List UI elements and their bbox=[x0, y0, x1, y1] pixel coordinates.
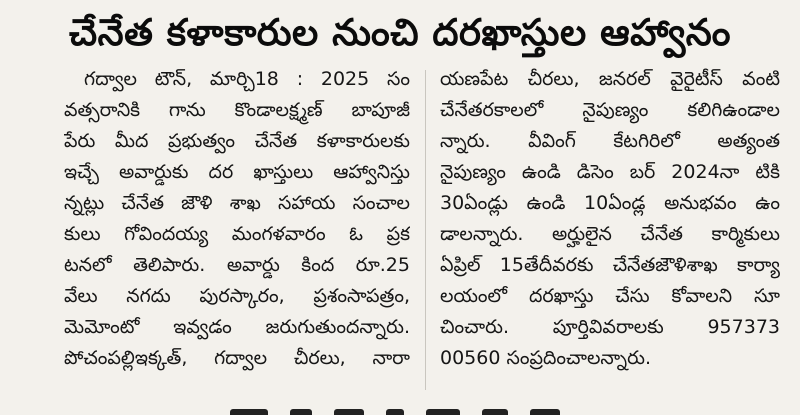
article-column-left bbox=[64, 64, 410, 374]
column-divider bbox=[425, 70, 426, 390]
text-line: కులు గోవిందయ్య మంగళవారం ఓ ప్రక bbox=[64, 223, 410, 245]
headline: చేనేత కళాకారుల నుంచి దరఖాస్తుల ఆహ్వానం bbox=[68, 11, 732, 54]
text-line: పోచంపల్లిఇక్కత్, గద్వాల చీరలు, నారా bbox=[64, 347, 410, 369]
text-line: లయంలో దరఖాస్తు చేసు కోవాలని సూ bbox=[440, 285, 780, 307]
text-line: యణపేట చీరలు, జనరల్ వైరైటీస్ వంటి bbox=[440, 68, 780, 90]
text-line: గద్వాల టౌన్, మార్చి18 : 2025 సం bbox=[84, 68, 410, 90]
text-line: టనలో తెలిపారు. అవార్డు కింద రూ.25 bbox=[64, 254, 410, 276]
text-line: పేరు మీద ప్రభుత్వం చేనేత కళాకారులకు bbox=[64, 130, 410, 152]
article-column-right bbox=[440, 64, 780, 374]
text-line: వేలు నగదు పురస్కారం, ప్రశంసాపత్రం, bbox=[64, 285, 410, 307]
text-line: నైపుణ్యం ఉండి డిసెం బర్ 2024నా టికి bbox=[440, 161, 780, 183]
cropped-next-headline bbox=[230, 398, 570, 415]
text-line: 00560 సంప్రదించాలన్నారు. bbox=[440, 347, 652, 369]
text-line: న్నారు. వీవింగ్ కేటగిరిలో అత్యంత bbox=[440, 130, 780, 152]
text-line: 30ఏండ్లు ఉండి 10ఏండ్ల అనుభవం ఉం bbox=[440, 192, 780, 214]
text-line: మెమోంటో ఇవ్వడం జరుగుతుందన్నారు. bbox=[64, 316, 410, 338]
text-line: ఏప్రిల్ 15తేదీవరకు చేనేతజౌళిశాఖ కార్యా bbox=[440, 254, 780, 276]
text-line: చించారు. పూర్తివివరాలకు 957373 bbox=[440, 316, 780, 338]
text-line: న్నట్లు చేనేత జౌళి శాఖ సహాయ సంచాల bbox=[64, 192, 410, 214]
text-line: డాలన్నారు. అర్హులైన చేనేత కార్మికులు bbox=[440, 223, 780, 245]
text-line: ఇచ్చే అవార్డుకు దర ఖాస్తులు ఆహ్వానిస్తు bbox=[64, 161, 410, 183]
text-line: వత్సరానికి గాను కొండాలక్ష్మణ్ బాపూజీ bbox=[64, 99, 410, 121]
text-line: చేనేతరకాలలో నైపుణ్యం కలిగిఉండాల bbox=[440, 99, 780, 121]
